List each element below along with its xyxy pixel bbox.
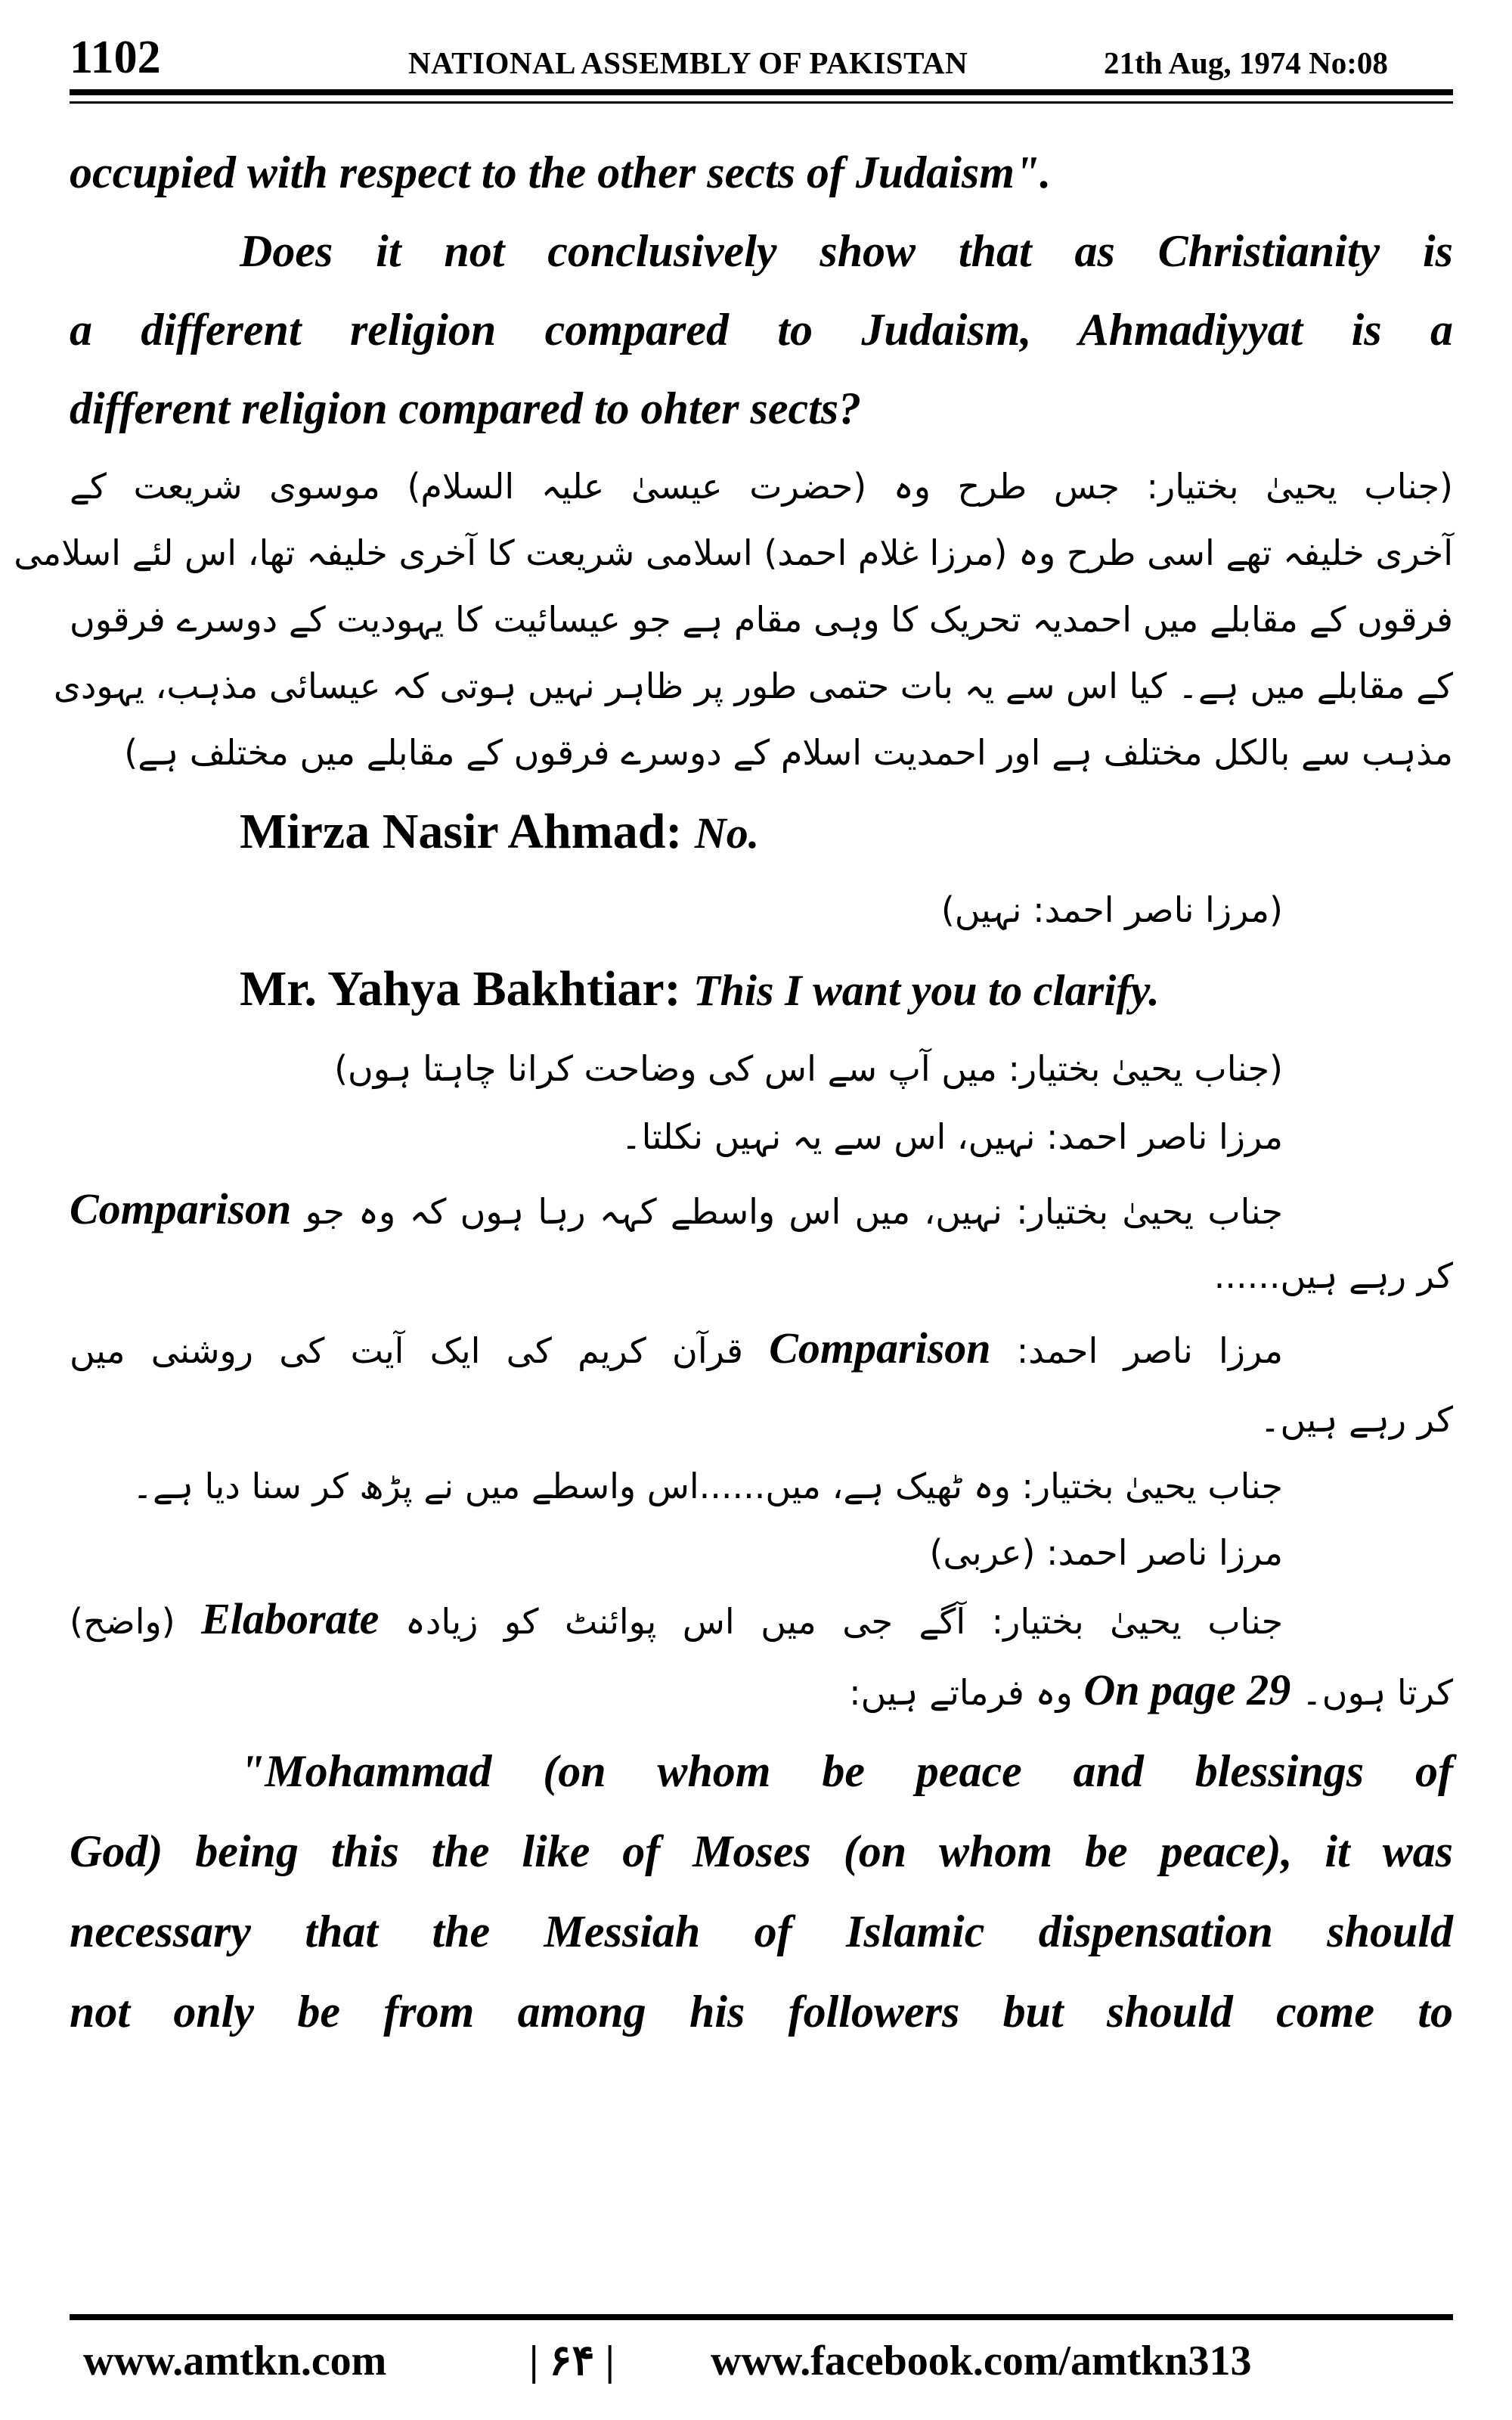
footer-rule	[70, 2314, 1453, 2320]
urdu-line: (جناب یحییٰ بختیار: جس طرح وہ (حضرت عیسیٰ علیہ السلام) موسوی شریعت کے	[70, 466, 1453, 507]
english-term: Comparison	[769, 1323, 991, 1373]
header-rule-thin	[70, 101, 1453, 104]
urdu-text: قرآن کریم کی ایک آیت کی روشنی میں	[70, 1330, 743, 1371]
header-rule-thick	[70, 89, 1453, 95]
speaker-name: Mr. Yahya Bakhtiar:	[240, 961, 681, 1016]
english-line: God) being this the like of Moses (on whom be peace), it was	[70, 1826, 1453, 1876]
urdu-text: کرتا ہوں۔	[1301, 1672, 1453, 1713]
urdu-line: جناب یحییٰ بختیار: وہ ٹھیک ہے، میں......اس واسطے میں نے پڑھ کر سنا دیا ہے۔	[132, 1466, 1283, 1506]
urdu-line: مرزا ناصر احمد: نہیں، اس سے یہ نہیں نکلتا۔	[621, 1116, 1283, 1157]
urdu-mixed-line	[70, 1587, 1453, 1654]
english-line: not only be from among his followers but should come to	[70, 1987, 1453, 2037]
urdu-line: مذہب سے بالکل مختلف ہے اور احمدیت اسلام کے دوسرے فرقوں کے مقابلے میں مختلف ہے)	[124, 732, 1453, 773]
urdu-text: وہ فرماتے ہیں:	[849, 1672, 1073, 1713]
urdu-line: کے مقابلے میں ہے۔ کیا اس سے یہ بات حتمی طور پر ظاہر نہیں ہوتی کہ عیسائی مذہب، یہودی	[53, 666, 1453, 706]
urdu-mixed-line	[70, 1658, 1453, 1725]
urdu-line: کر رہے ہیں۔	[1259, 1399, 1453, 1440]
urdu-mixed-line	[70, 1177, 1453, 1244]
urdu-line: آخری خلیفہ تھے اسی طرح وہ (مرزا غلام احمد) اسلامی شریعت کا آخری خلیفہ تھا، اس لئے اسلامی	[14, 532, 1453, 573]
urdu-mixed-line	[70, 1316, 1453, 1383]
footer-facebook-link[interactable]: www.facebook.com/amtkn313	[711, 2338, 1252, 2384]
english-term: On page 29	[1083, 1665, 1291, 1714]
speaker-line	[70, 794, 1453, 871]
english-line: necessary that the Messiah of Islamic dispensation should	[70, 1907, 1453, 1956]
urdu-text: (واضح)	[70, 1601, 175, 1642]
page-number: 1102	[70, 32, 161, 83]
urdu-text: جناب یحییٰ بختیار: آگے جی میں اس پوائنٹ کو زیادہ	[404, 1601, 1284, 1642]
header-date: 21th Aug, 1974 No:08	[1104, 45, 1388, 80]
urdu-line: (مرزا ناصر احمد: نہیں)	[940, 889, 1283, 930]
urdu-text: مرزا ناصر احمد:	[1016, 1330, 1283, 1371]
speaker-name: Mirza Nasir Ahmad:	[240, 804, 683, 859]
footer-page-number: | ۶۴ |	[529, 2338, 615, 2384]
urdu-text: جناب یحییٰ بختیار: نہیں، میں اس واسطے کہہ رہا ہوں کہ وہ جو	[305, 1191, 1283, 1232]
english-line: occupied with respect to the other sects of Judaism".	[70, 147, 1052, 197]
footer-website-link[interactable]: www.amtkn.com	[83, 2338, 387, 2384]
urdu-line: کر رہے ہیں......	[1213, 1255, 1453, 1296]
urdu-line: (جناب یحییٰ بختیار: میں آپ سے اس کی وضاحت کرانا چاہتا ہوں)	[334, 1048, 1283, 1089]
speaker-reply: No.	[694, 808, 760, 858]
english-line: a different religion compared to Judaism, Ahmadiyyat is a	[70, 305, 1453, 355]
english-term: Elaborate	[201, 1594, 380, 1643]
urdu-line: مرزا ناصر احمد: (عربی)	[929, 1532, 1283, 1573]
urdu-line: فرقوں کے مقابلے میں احمدیہ تحریک کا وہی مقام ہے جو عیسائیت کا یہودیت کے دوسرے فرقوں	[70, 599, 1453, 640]
speaker-reply: This I want you to clarify.	[693, 966, 1160, 1015]
english-line: Does it not conclusively show that as Christianity is	[240, 226, 1453, 276]
english-term: Comparison	[70, 1184, 292, 1233]
header-title: NATIONAL ASSEMBLY OF PAKISTAN	[408, 45, 968, 80]
speaker-line	[70, 951, 1453, 1028]
english-line: different religion compared to ohter sects?	[70, 383, 862, 433]
english-line: "Mohammad (on whom be peace and blessings of	[240, 1746, 1453, 1796]
